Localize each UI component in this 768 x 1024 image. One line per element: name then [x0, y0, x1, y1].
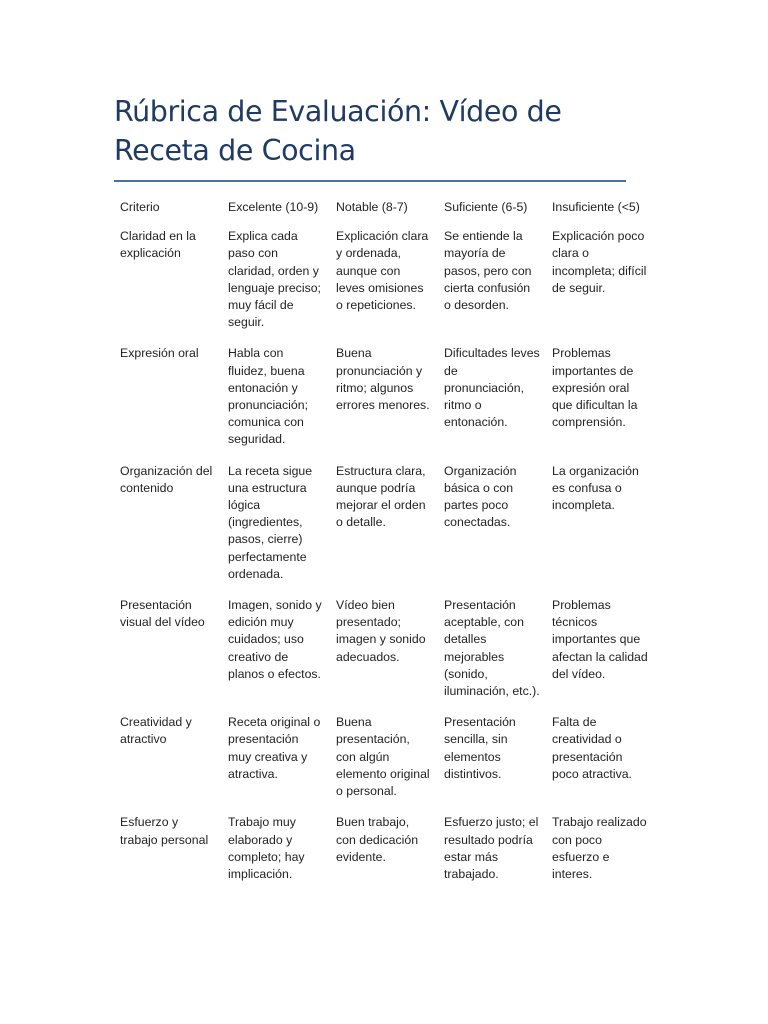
table-row [114, 814, 654, 897]
cell-notable: Buena pronunciación y ritmo; algunos errores menores. [336, 346, 430, 413]
cell-excelente: Imagen, sonido y edición muy cuidados; uso creativo de planos o efectos. [228, 598, 322, 681]
table-row [114, 714, 654, 814]
table-row [114, 597, 654, 714]
header-suficiente: Suficiente (6-5) [444, 200, 528, 214]
cell-suficiente: Se entiende la mayoría de pasos, pero con cierta confusión o desorden. [444, 229, 532, 313]
title-underline [114, 180, 626, 182]
table-row [114, 463, 654, 597]
header-notable: Notable (8-7) [336, 200, 408, 214]
cell-excelente: Habla con fluidez, buena entonación y pronunciación; comunica con seguridad. [228, 346, 308, 447]
cell-excelente: Explica cada paso con claridad, orden y lenguaje preciso; muy fácil de seguir. [228, 229, 321, 330]
table-row [114, 345, 654, 462]
cell-notable: Buena presentación, con algún elemento original o personal. [336, 715, 430, 799]
document-title: Rúbrica de Evaluación: Vídeo de Receta de Cocina [114, 95, 562, 167]
row-criterion: Presentación visual del vídeo [120, 598, 205, 630]
table-header-row [114, 199, 654, 228]
cell-excelente: Trabajo muy elaborado y completo; hay implicación. [228, 815, 305, 881]
row-criterion: Expresión oral [120, 346, 199, 361]
document-page [114, 92, 648, 897]
cell-notable: Buen trabajo, con dedicación evidente. [336, 815, 419, 864]
header-insuficiente: Insuficiente (<5) [552, 200, 640, 214]
header-criterio: Criterio [120, 200, 160, 214]
row-criterion: Claridad en la explicación [120, 229, 196, 261]
rubric-table [114, 199, 654, 897]
cell-insuficiente: Explicación poco clara o incompleta; difícil de seguir. [552, 229, 647, 295]
cell-suficiente: Organización básica o con partes poco conectadas. [444, 463, 517, 530]
row-criterion: Organización del contenido [120, 463, 213, 495]
cell-insuficiente: Problemas técnicos importantes que afectan la calidad del vídeo. [552, 598, 648, 681]
cell-insuficiente: Trabajo realizado con poco esfuerzo e interes. [552, 815, 647, 881]
cell-insuficiente: Falta de creatividad o presentación poco atractiva. [552, 715, 632, 781]
cell-notable: Estructura clara, aunque podría mejorar el orden o detalle. [336, 463, 426, 530]
row-criterion: Esfuerzo y trabajo personal [120, 815, 209, 847]
cell-excelente: La receta sigue una estructura lógica (ingredientes, pasos, cierre) perfectamente ordenada. [228, 463, 313, 581]
table-row [114, 228, 654, 345]
cell-insuficiente: Problemas importantes de expresión oral que dificultan la comprensión. [552, 346, 638, 430]
cell-suficiente: Presentación aceptable, con detalles mejorables (sonido, iluminación, etc.). [444, 598, 540, 699]
header-excelente: Excelente (10-9) [228, 200, 319, 214]
cell-suficiente: Esfuerzo justo; el resultado podría estar más trabajado. [444, 815, 539, 881]
cell-suficiente: Presentación sencilla, sin elementos distintivos. [444, 715, 516, 781]
cell-excelente: Receta original o presentación muy creativa y atractiva. [228, 715, 321, 781]
cell-notable: Vídeo bien presentado; imagen y sonido adecuados. [336, 598, 426, 664]
row-criterion: Creatividad y atractivo [120, 715, 192, 747]
cell-suficiente: Dificultades leves de pronunciación, ritmo o entonación. [444, 346, 540, 430]
cell-insuficiente: La organización es confusa o incompleta. [552, 463, 639, 513]
cell-notable: Explicación clara y ordenada, aunque con leves omisiones o repeticiones. [336, 229, 429, 313]
